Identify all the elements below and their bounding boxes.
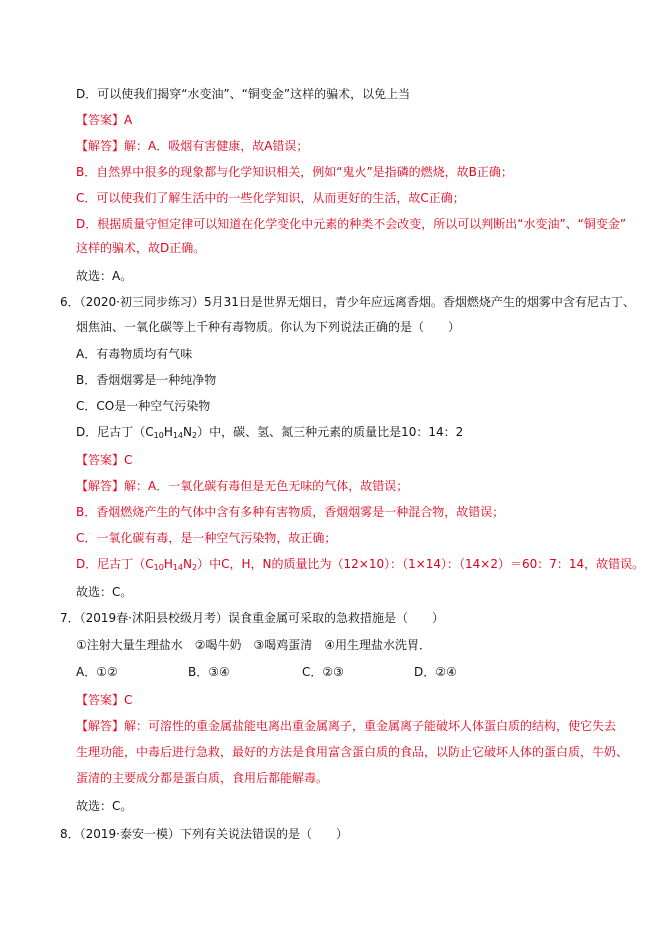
q6-explanation-1: [76, 478, 408, 494]
explanation-text: 解：A．一氧化碳有毒但是无色无味的气体，故错误；: [124, 479, 409, 493]
q7-choose: 故选：C。: [76, 799, 133, 813]
q7-items: ①注射大量生理盐水 ②喝牛奶 ③喝鸡蛋清 ④用生理盐水洗胃．: [76, 638, 432, 652]
q7-explanation-3: 蛋清的主要成分都是蛋白质，食用后都能解毒。: [76, 771, 329, 785]
q6-explanation-3: C．一氧化碳有毒，是一种空气污染物，故正确；: [76, 531, 337, 545]
formula-element: N: [183, 425, 193, 439]
q6-stem-2: 烟焦油、一氧化碳等上千种有毒物质。你认为下列说法正确的是（ ）: [76, 320, 461, 334]
q6-explanation-2: B．香烟燃烧产生的气体中含有多种有害物质，香烟烟雾是一种混合物，故错误；: [76, 505, 505, 519]
q5-explanation-2: B．自然界中很多的现象都与化学知识相关，例如“鬼火”是指磷的燃烧，故B正确；: [76, 165, 513, 179]
formula-prefix: D．尼古丁（C: [76, 425, 154, 439]
q6-option-a: A．有毒物质均有气味: [76, 347, 193, 361]
q7-option-b: B．③④: [188, 665, 230, 679]
answer-value: A: [124, 113, 133, 127]
q7-stem-1: 7．（2019春·沭阳县校级月考）误食重金属可采取的急救措施是（ ）: [60, 611, 444, 625]
subscript: 10: [153, 563, 164, 572]
explanation-text: 解：可溶性的重金属盐能电离出重金属离子，重金属离子能破坏人体蛋白质的结构，使它失去: [124, 719, 617, 733]
q7-explanation-2: 生理功能，中毒后进行急救，最好的方法是食用富含蛋白质的食品，以防止它破坏人体的蛋白质，牛奶、: [76, 745, 629, 759]
subscript: 2: [192, 563, 198, 572]
answer-tag: 【答案】: [76, 453, 125, 467]
q6-explanation-4: [76, 556, 644, 572]
q6-choose: 故选：C。: [76, 585, 133, 599]
q6-stem-1: 6．（2020·初三同步练习）5月31日是世界无烟日，青少年应远离香烟。香烟燃烧产生的烟雾中含有尼古丁、: [60, 295, 635, 309]
q7-option-c: C．②③: [302, 665, 344, 679]
q7-option-a: A．①②: [76, 665, 118, 679]
q5-explanation-4: D．根据质量守恒定律可以知道在化学变化中元素的种类不会改变，所以可以判断出“水变油”、“铜变金”: [76, 217, 627, 231]
formula-element: N: [183, 557, 193, 571]
q5-option-d: D．可以使我们揭穿“水变油”、“铜变金”这样的骗术，以免上当: [76, 87, 411, 101]
q5-explanation-3: C．可以使我们了解生活中的一些化学知识，从而更好的生活，故C正确；: [76, 191, 465, 205]
q5-explanation-5: 这样的骗术，故D正确。: [76, 241, 206, 255]
formula-element: H: [163, 557, 173, 571]
subscript: 2: [192, 431, 198, 440]
q5-answer: [76, 112, 132, 128]
subscript: 14: [172, 563, 184, 572]
subscript: 14: [172, 431, 184, 440]
formula-element: H: [163, 425, 173, 439]
q6-answer: [76, 452, 132, 468]
answer-tag: 【答案】: [76, 113, 125, 127]
q6-option-b: B．香烟烟雾是一种纯净物: [76, 373, 217, 387]
formula-suffix: ）中C，H，N的质量比为（12×10）：（1×14）：（14×2）＝60：7：14，故错误。: [197, 557, 645, 571]
subscript: 10: [153, 431, 164, 440]
explanation-text: 解：A．吸烟有害健康，故A错误；: [124, 139, 309, 153]
q8-stem-1: 8．（2019·泰安一模）下列有关说法错误的是（ ）: [60, 827, 348, 841]
explanation-tag: 【解答】: [76, 479, 125, 493]
q7-answer: [76, 692, 132, 708]
answer-value: C: [124, 693, 133, 707]
formula-suffix: ）中，碳、氢、氮三种元素的质量比是10：14：2: [197, 425, 464, 439]
q5-choose: 故选：A。: [76, 269, 133, 283]
q7-option-d: D．②④: [414, 665, 457, 679]
q6-option-c: C．CO是一种空气污染物: [76, 399, 211, 413]
q6-option-d: [76, 424, 463, 440]
q5-explanation-1: [76, 138, 308, 154]
explanation-tag: 【解答】: [76, 139, 125, 153]
q7-explanation-1: [76, 718, 616, 734]
explanation-tag: 【解答】: [76, 719, 125, 733]
answer-tag: 【答案】: [76, 693, 125, 707]
formula-prefix: D．尼古丁（C: [76, 557, 154, 571]
answer-value: C: [124, 453, 133, 467]
